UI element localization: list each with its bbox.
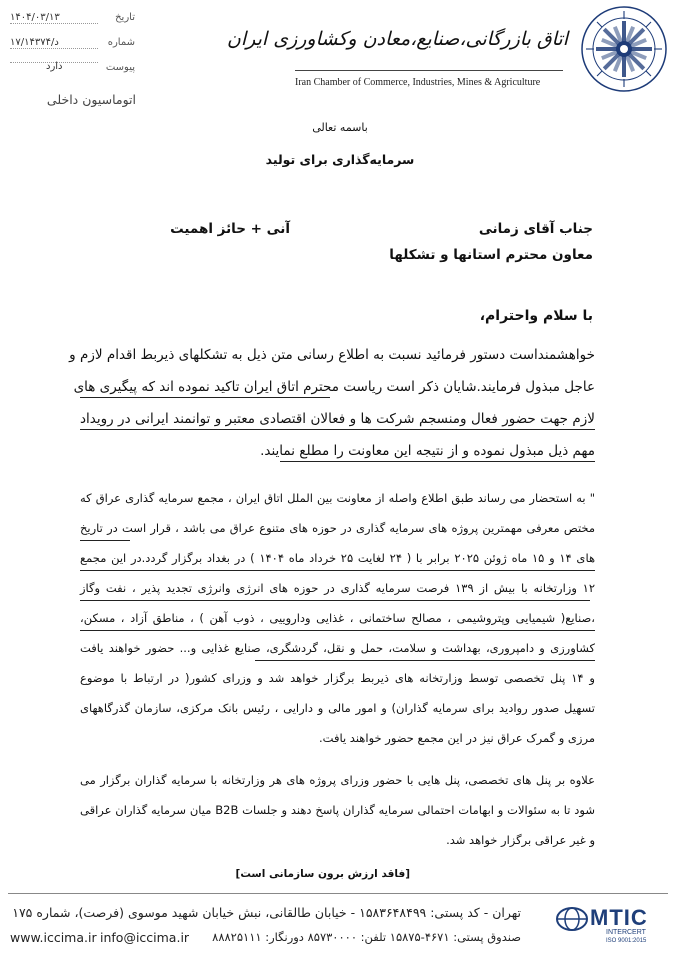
footer-contact: صندوق پستی: ۴۶۷۱-۱۵۸۷۵ تلفن: ۸۵۷۳۰۰۰۰ دورنگار: ۸۸۸۲۵۱۱۱ [212,930,521,944]
mtic-globe-icon [555,906,589,932]
cert-iso-text: ISO 9001:2015 [606,938,647,944]
paragraph-1-line: مهم ذیل مبذول نموده و از نتیجه این معاونت را مطلع نمایند. [260,443,595,459]
email-link[interactable]: info@iccima.ir [100,930,190,945]
letter-subject: سرمایه‌گذاری برای تولید [265,152,415,167]
number-value: ۱۷/۱۴۳۷۴/د [10,37,98,49]
date-value: ۱۴۰۴/۰۳/۱۳ [10,12,98,24]
underline [280,461,595,462]
paragraph-1-line: عاجل مبذول فرمایند.شایان ذکر است ریاست محترم اتاق ایران تاکید نموده اند که پیگیری های [73,379,595,395]
paragraph-3-line: شود تا به سئوالات و ابهامات احتمالی سرمایه گذاران پاسخ دهند و جلسات B2B میان سرمایه گذاران عراقی [80,803,595,817]
paragraph-2-line: کشاورزی و دامپروری، بهداشت و سلامت، حمل و نقل، گردشگری، صنایع غذایی و... حضور خواهند یافت [80,641,595,655]
paragraph-1-line: خواهشمنداست دستور فرمائید نسبت به اطلاع رسانی متن ذیل به تشکلهای ذیربط اقدام لازم و [69,347,595,363]
paragraph-2-line: " به استحضار می رساند طبق اطلاع واصله از معاونت بین الملل اتاق ایران ، مجمع سرمایه گذاری عراق که [80,491,595,505]
paragraph-1-line: لازم جهت حضور فعال ومنسجم شرکت ها و فعالان اقتصادی معتبر و توانمند ایرانی در رویداد [80,411,595,427]
underline [80,397,330,398]
paragraph-3 [80,765,595,855]
org-name-en: Iran Chamber of Commerce, Industries, Mines & Agriculture [295,77,541,88]
header-divider [295,70,563,71]
footer-address: تهران - کد پستی: ۱۵۸۳۶۴۸۴۹۹ - خیابان طالقانی، نبش خیابان شهید موسوی (فرصت)، شماره ۱۷۵ [12,905,521,920]
underline [80,630,595,631]
paragraph-3-line: و غیر عراقی برگزار خواهد شد. [446,833,595,847]
automation-label: اتوماسیون داخلی [46,92,136,107]
bismillah: باسمه تعالی [312,121,368,134]
cert-logo-text: MTIC [590,905,648,930]
paragraph-2-line: های ۱۴ و ۱۵ ماه ژوئن ۲۰۲۵ برابر با ( ۲۴ لغایت ۲۵ خرداد ماه ۱۴۰۴ ) در بغداد برگزار گردد.در این مجمع [80,551,596,565]
paragraph-2-line: مرزی و گمرک عراق نیز در این مجمع حضور خواهند یافت. [319,731,595,745]
underline [80,540,130,541]
greeting: با سلام واحترام، [479,308,593,324]
date-row [10,12,135,27]
underline [80,600,590,601]
recipient-name: جناب آقای زمانی [478,221,593,237]
underline [255,660,595,661]
paragraph-2-line: مختص معرفی مهمترین پروژه های سرمایه گذاری در حوزه های متنوع عراق می باشد ، قرار است در تاریخ [80,521,595,535]
paragraph-1 [69,339,595,467]
paragraph-2-line: تسهیل صدور روادید برای سرمایه گذاران) و امور مالی و دارایی ، رئیس بانک مرکزی، سازمان گذرگاههای [80,701,595,715]
paragraph-2-line: و ۱۴ پنل تخصصی توسط وزارتخانه های ذیربط برگزار خواهد شد و وزرای کشور( در ارتباط با موضوع [80,671,595,685]
priority-label: آنی + حائز اهمیت [170,221,290,237]
attachment-label: پیوست [105,62,135,73]
iccima-logo-icon [580,5,668,93]
paragraph-2-line: ۱۲ وزارتخانه با بیش از ۱۳۹ فرصت سرمایه گذاری در حوزه های انرژی وانرژی تجدید پذیر ، نفت وگاز [80,581,596,595]
cert-sub-text: INTERCERT [606,929,646,936]
recipient-title: معاون محترم استانها و تشکلها [389,247,593,263]
underline [80,570,595,571]
paragraph-3-line: علاوه بر پنل های تخصصی، پنل هایی با حضور وزرای پروژه های هر وزارتخانه با سرمایه گذاران برگزار می [80,773,595,787]
website-link[interactable]: www.iccima.ir [10,930,97,945]
attachment-value: دارد [46,61,63,72]
paragraph-2 [80,483,595,753]
org-name-fa: اتاق بازرگانی،صنایع،معادن وکشاورزی ایران [226,28,568,50]
attachment-row [10,62,135,77]
number-label: شماره [107,37,135,48]
underline [80,429,595,430]
number-row [10,37,135,52]
paragraph-2-line: ،صنایع( شیمیایی وپتروشیمی ، مصالح ساختمانی ، غذایی وداروییی ، ذوب آهن ) ، مناطق آزاد ، مسکن، [80,611,595,625]
footer-divider [8,893,668,894]
footnote: [فاقد ارزش برون سازمانی است] [235,868,410,880]
date-label: تاریخ [115,12,135,23]
